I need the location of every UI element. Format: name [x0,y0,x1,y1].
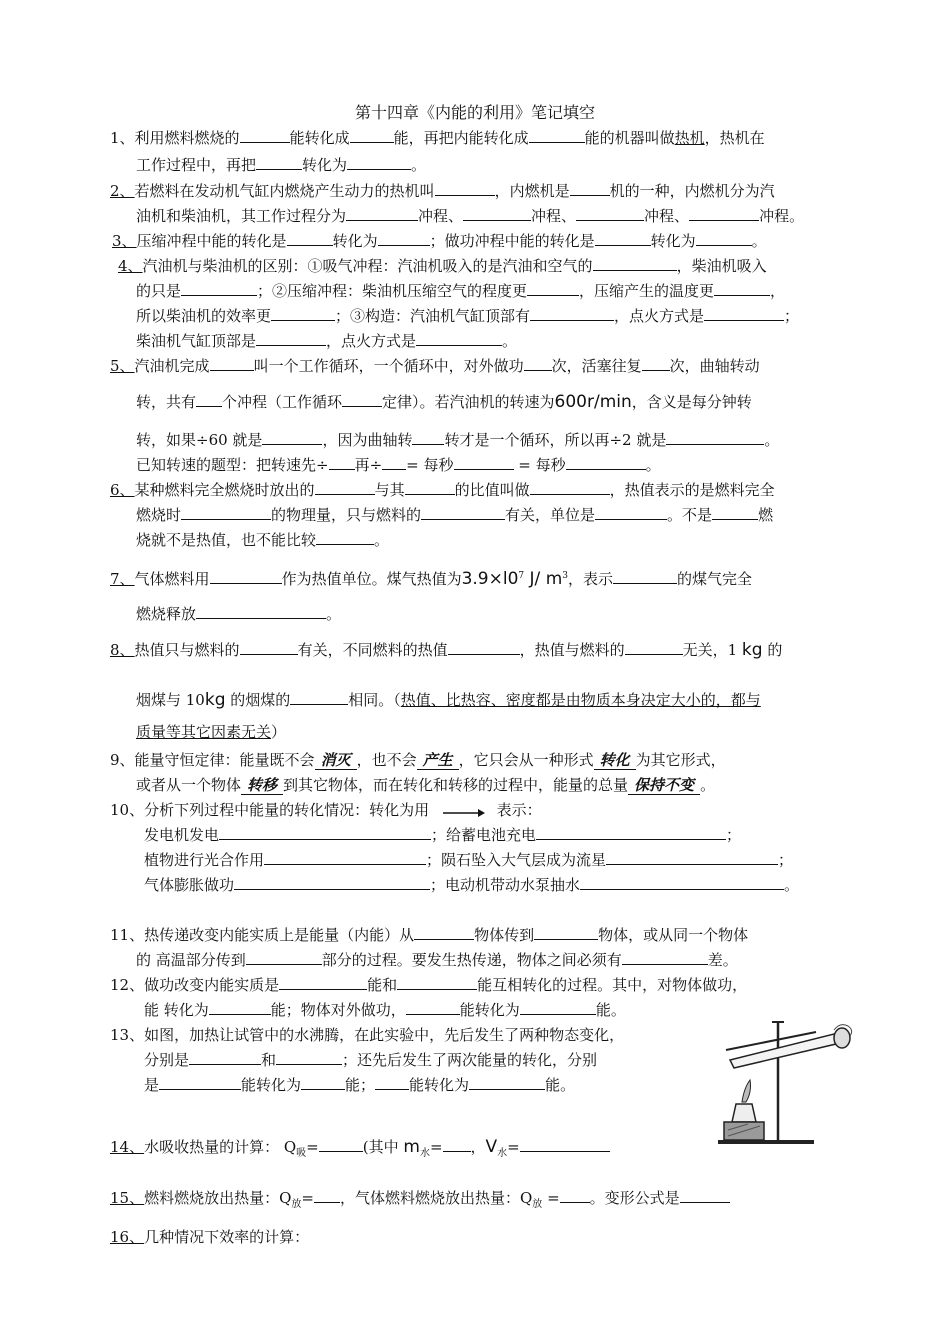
stopper [834,1028,850,1048]
question-2-line-2: 油机和柴油机，其工作过程分为 冲程、 冲程、 冲程、 冲程。 [136,207,805,225]
question-11-line-2: 的 高温部分传到 部分的过程。要发生热传递，物体之间必须有 差。 [136,951,738,969]
question-5-line-3: 转，如果÷60 就是 ，因为曲轴转 转才是一个循环，所以再÷2 就是 。 [136,431,780,449]
question-12-line-2: 能 转化为 能；物体对外做功， 能转化为 能。 [144,1001,626,1019]
question-10-row-1: 发电机发电 ；给蓄电池充电 ； [144,826,742,844]
question-15: 15、燃料燃烧放出热量：$Q_放=$ ，气体燃料燃烧放出热量：$Q_放$ = 。变形公式是 [110,1188,730,1215]
question-4-line-2: 的只是 ；②压缩冲程：柴油机压缩空气的程度更 ，压缩产生的温度更 ， [136,282,786,300]
question-10-row-3: 气体膨胀做功 ；电动机带动水泵抽水 。 [144,876,800,894]
question-5-line-2: 转，共有 个冲程（工作循环 定律）。若汽油机的转速为600r/min，含义是每分钟转 [136,392,752,412]
question-4-line-4: 柴油机气缸顶部是 ，点火方式是 。 [136,332,518,350]
question-6-line-3: 烧就不是热值，也不能比较 。 [136,531,390,549]
question-4-line-3: 所以柴油机的效率更 ；③构造：汽油机气缸顶部有 ，点火方式是 ； [136,307,800,325]
question-13-line-3: 是 能转化为 能； 能转化为 能。 [144,1076,576,1094]
question-6-line-1: 6、某种燃料完全燃烧时放出的 与其 的比值叫做 ，热值表示的是燃料完全 [110,481,775,499]
question-13-line-1: 13、如图，加热让试管中的水沸腾，在此实验中，先后发生了两种物态变化， [110,1026,625,1044]
question-9-line-2: 或者从一个物体 转移 到其它物体，而在转化和转移的过程中，能量的总量 保持不变 。 [136,776,716,794]
question-4-line-1: 4、汽油机与柴油机的区别：①吸气冲程：汽油机吸入的是汽油和空气的 ，柴油机吸入 [118,257,767,275]
question-1-line-1: 1、利用燃料燃烧的 能转化成 能，再把内能转化成 能的机器叫做热机，热机在 [110,129,765,147]
question-10-row-2: 植物进行光合作用 ；陨石坠入大气层成为流星 ； [144,851,794,869]
question-5-line-4: 已知转速的题型：把转速先÷ 再÷ = 每秒 = 每秒 。 [136,456,661,474]
question-8-line-3: 质量等其它因素无关） [136,723,287,741]
alcohol-lamp [732,1104,756,1122]
question-3: 3、压缩冲程中能的转化是 转化为 ；做功冲程中能的转化是 转化为 。 [112,232,767,250]
page-title: 第十四章《内能的利用》笔记填空 [354,103,595,122]
question-13-line-2: 分别是 和 ；还先后发生了两次能量的转化，分别 [144,1051,598,1069]
arrow-icon [442,805,486,817]
question-10-header: 10、分析下列过程中能量的转化情况：转化为用 表示： [110,801,542,819]
question-9-line-1: 9、能量守恒定律：能量既不会 消灭 ，也不会 产生 ，它只会从一种形式 转化 为其它形式， [110,751,726,769]
question-8-line-1: 8、热值只与燃料的 有关，不同燃料的热值 ，热值与燃料的 无关，1 kg 的 [110,640,783,660]
question-2-line-1: 2、若燃料在发动机气缸内燃烧产生动力的热机叫 ，内燃机是 机的一种，内燃机分为汽 [110,182,775,200]
question-1-line-2: 工作过程中，再把 转化为 。 [136,156,427,174]
question-14: 14、水吸收热量的计算： $Q_吸=$ (其中 $m_水=$ ，$V_水=$ [110,1137,610,1164]
flame [742,1080,751,1102]
question-7-line-2: 燃烧释放 。 [136,605,342,623]
question-8-line-2: 烟煤与 10kg 的烟煤的 相同。（热值、比热容、密度都是由物质本身决定大小的，都与 [136,690,761,710]
question-7-line-1: 7、气体燃料用 作为热值单位。煤气热值为$3.9\times l0^7$ J/ $m^3$，表示 的煤气完全 [110,569,753,589]
question-12-line-1: 12、做功改变内能实质是 能和 能互相转化的过程。其中，对物体做功， [110,976,748,994]
question-6-line-2: 燃烧时 的物理量，只与燃料的 有关，单位是 。不是 燃 [136,506,774,524]
question-16: 16、几种情况下效率的计算： [110,1228,310,1246]
question-5-line-1: 5、汽油机完成 叫一个工作循环，一个循环中，对外做功 次，活塞往复 次，曲轴转动 [110,357,760,375]
heating-test-tube-apparatus [716,1016,856,1146]
question-11-line-1: 11、热传递改变内能实质上是能量（内能）从 物体传到 物体，或从同一个物体 [110,926,749,944]
